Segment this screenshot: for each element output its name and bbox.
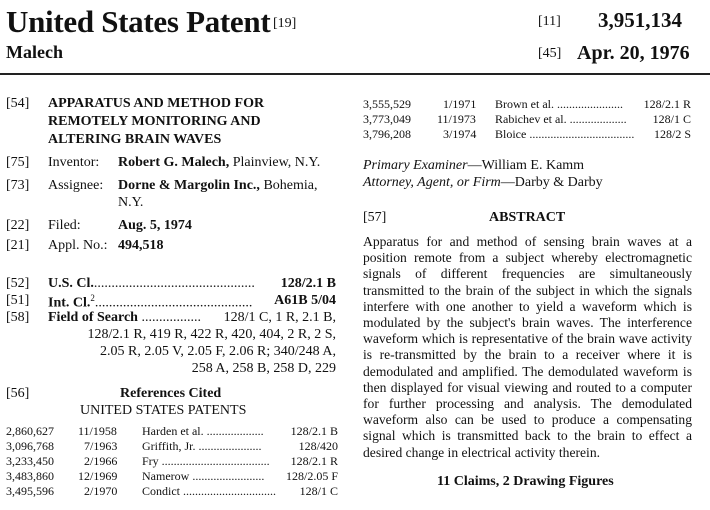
ref-name: [142, 484, 276, 499]
ref-name-text: Namerow: [142, 469, 190, 483]
header-title-code: [19]: [273, 16, 297, 31]
inventor-value: [118, 155, 320, 171]
ref-date: 1/1971: [443, 97, 477, 111]
abstract-text: Apparatus for and method of sensing brain waves at a position remote from a subject whereby electromagnetic signals of different frequencies are simultaneously transmitted to the brain of the subject in which the signals interfere with one another to yield a waveform which is modulated by the subject's brain waves. The interference waveform which is representative of the brain wave activity is re-transmitted by the brain to a receiver where it is demodulated and amplified. The demodulated waveform is then displayed for visual viewing and routed to a computer for further processing and analysis. The demodulated waveform also can be used to produce a compensating signal which is transmitted back to the brain to effect a desired change in electrical activity therein.: [363, 234, 692, 460]
ref-number: 3,495,596: [6, 484, 54, 498]
reference-row: [6, 484, 338, 499]
reference-row: [6, 439, 338, 454]
assignee-location-1: Bohemia,: [263, 178, 318, 193]
header-date-code: [45]: [538, 46, 562, 61]
ref-class: 128/1 C: [299, 484, 338, 498]
int-cl-dots: .............................................: [94, 295, 253, 311]
primary-examiner-label: Primary Examiner: [363, 158, 468, 173]
ref-class: 128/2.05 F: [285, 469, 338, 483]
int-cl-value: A61B 5/04: [274, 293, 336, 308]
ref-date: 12/1969: [78, 469, 118, 483]
ref-name-text: Harden et al.: [142, 424, 204, 438]
assignee-name: Dorne & Margolin Inc.,: [118, 178, 260, 193]
refs-subheading: UNITED STATES PATENTS: [80, 403, 247, 418]
ref-date: 7/1963: [84, 439, 118, 453]
ref-date: 2/1966: [84, 454, 118, 468]
attorney: [363, 175, 603, 191]
primary-examiner-name: —William E. Kamm: [467, 158, 585, 173]
inventor-name: Robert G. Malech,: [118, 155, 230, 170]
claims-summary: 11 Claims, 2 Drawing Figures: [437, 474, 614, 489]
ref-name-text: Fry: [142, 454, 159, 468]
field-row: [48, 310, 336, 326]
ref-dots: ......................: [557, 97, 623, 111]
ref-class: 128/420: [298, 439, 338, 453]
header-rule: [0, 73, 710, 75]
invention-title-line-2: REMOTELY MONITORING AND: [48, 114, 261, 129]
ref-name: [142, 469, 264, 484]
attorney-name: —Darby & Darby: [500, 175, 603, 190]
filed-value: Aug. 5, 1974: [118, 218, 192, 233]
invention-title-line-3: ALTERING BRAIN WAVES: [48, 132, 222, 147]
us-cl-label: U.S. Cl.: [48, 276, 94, 291]
header-patent-code: [11]: [538, 14, 561, 29]
us-cl-row: [48, 276, 336, 292]
refs-heading: References Cited: [120, 386, 222, 401]
field-line-2: 128/2.1 R, 419 R, 422 R, 420, 404, 2 R, 2 S,: [87, 327, 336, 342]
field-dots: .................: [141, 310, 201, 325]
reference-row: [363, 112, 691, 127]
abstract-code: [57]: [363, 210, 387, 225]
ref-name-text: Rabichev et al.: [495, 112, 567, 126]
ref-dots: ........................: [192, 469, 265, 483]
primary-examiner: [363, 158, 584, 174]
assignee-value: [118, 178, 317, 194]
ref-number: 2,860,627: [6, 424, 54, 438]
ref-dots: .....................: [198, 439, 262, 453]
int-cl-code: [51]: [6, 293, 30, 308]
reference-row: [363, 97, 691, 112]
assignee-label: Assignee:: [48, 178, 104, 193]
assignee-code: [73]: [6, 178, 30, 193]
inventor-label: Inventor:: [48, 155, 100, 170]
ref-name-text: Griffith, Jr.: [142, 439, 196, 453]
attorney-label: Attorney, Agent, or Firm: [363, 175, 501, 190]
ref-date: 11/1973: [437, 112, 476, 126]
ref-name-text: Brown et al.: [495, 97, 554, 111]
reference-row: [6, 424, 338, 439]
title-code: [54]: [6, 96, 30, 111]
ref-number: 3,483,860: [6, 469, 54, 483]
ref-dots: ...................: [206, 424, 264, 438]
int-cl-row: [48, 293, 336, 312]
inventor-location: Plainview, N.Y.: [232, 155, 321, 170]
int-cl-label: Int. Cl.: [48, 295, 91, 311]
reference-row: [363, 127, 691, 142]
field-label: Field of Search: [48, 310, 138, 325]
appl-code: [21]: [6, 238, 30, 253]
ref-number: 3,233,450: [6, 454, 54, 468]
ref-dots: ...............................: [183, 484, 276, 498]
patent-number: 3,951,134: [598, 8, 682, 32]
ref-name: [142, 424, 264, 439]
filed-code: [22]: [6, 218, 30, 233]
inventor-code: [75]: [6, 155, 30, 170]
ref-name-text: Condict: [142, 484, 180, 498]
ref-class: 128/2.1 R: [643, 97, 691, 111]
patent-header-title: [6, 4, 270, 40]
ref-class: 128/2.1 R: [290, 454, 338, 468]
reference-row: [6, 454, 338, 469]
ref-class: 128/1 C: [652, 112, 691, 126]
header-title-text: United States Patent: [6, 4, 271, 39]
ref-name: [142, 454, 270, 469]
ref-dots: ...................: [569, 112, 627, 126]
ref-number: 3,773,049: [363, 112, 411, 126]
ref-date: 2/1970: [84, 484, 118, 498]
field-line-1: 128/1 C, 1 R, 2.1 B,: [223, 310, 336, 325]
ref-number: 3,796,208: [363, 127, 411, 141]
ref-name: [495, 112, 627, 127]
us-cl-value: 128/2.1 B: [280, 276, 336, 291]
invention-title-line-1: APPARATUS AND METHOD FOR: [48, 96, 265, 111]
assignee-location-2: N.Y.: [118, 195, 144, 210]
us-cl-dots: ..............................................: [93, 276, 255, 291]
patent-date: Apr. 20, 1976: [577, 42, 690, 64]
us-cl-code: [52]: [6, 276, 30, 291]
field-line-4: 258 A, 258 B, 258 D, 229: [191, 361, 336, 376]
ref-dots: ....................................: [161, 454, 270, 468]
field-code: [58]: [6, 310, 30, 325]
appl-value: 494,518: [118, 238, 164, 253]
ref-name: [142, 439, 261, 454]
ref-class: 128/2 S: [653, 127, 691, 141]
ref-dots: ...................................: [529, 127, 635, 141]
ref-date: 3/1974: [443, 127, 477, 141]
field-line-3: 2.05 R, 2.05 V, 2.05 F, 2.06 R; 340/248 A,: [99, 344, 336, 359]
header-inventor-surname: Malech: [6, 42, 63, 62]
ref-date: 11/1958: [78, 424, 117, 438]
ref-number: 3,555,529: [363, 97, 411, 111]
reference-row: [6, 469, 338, 484]
filed-label: Filed:: [48, 218, 81, 233]
ref-number: 3,096,768: [6, 439, 54, 453]
refs-code: [56]: [6, 386, 30, 401]
ref-name: [495, 127, 634, 142]
abstract-heading: ABSTRACT: [489, 210, 566, 225]
appl-label: Appl. No.:: [48, 238, 108, 253]
ref-class: 128/2.1 B: [290, 424, 338, 438]
int-cl-sup: 2: [90, 293, 95, 303]
ref-name: [495, 97, 623, 112]
ref-name-text: Bloice: [495, 127, 527, 141]
